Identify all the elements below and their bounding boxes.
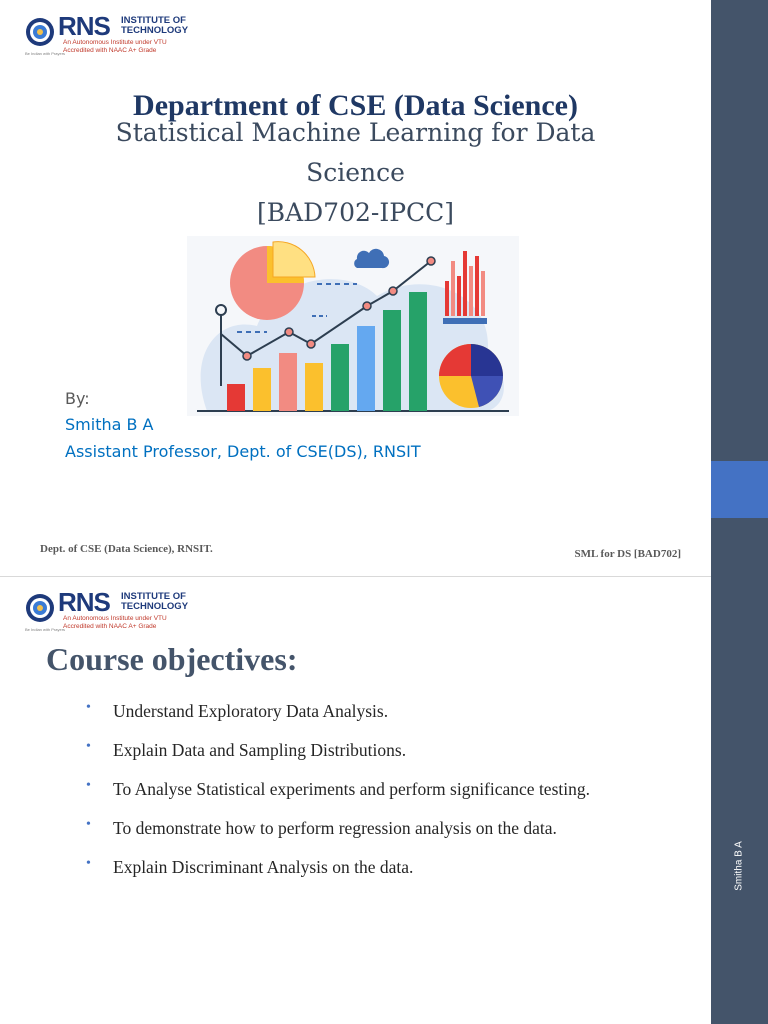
institute-seal-icon (25, 17, 55, 47)
sidebar-accent-block (711, 461, 768, 518)
footer-course: SML for DS [BAD702] (574, 548, 681, 560)
department-title: Department of CSE (Data Science) (133, 89, 578, 122)
bullet-icon: • (86, 856, 91, 871)
logo-tagline-1: An Autonomous Institute under VTU (63, 39, 167, 46)
logo-institute-name: INSTITUTE OF TECHNOLOGY (121, 591, 189, 612)
rns-logo (25, 587, 189, 636)
by-label: By: (65, 389, 90, 408)
objective-item: • Explain Data and Sampling Distributions. (86, 739, 407, 760)
course-objectives-slide (0, 577, 711, 1024)
objectives-list (86, 701, 590, 896)
footer-department: Dept. of CSE (Data Science), RNSIT. (40, 543, 213, 555)
bullet-icon: • (86, 778, 91, 793)
course-title (0, 113, 711, 233)
logo-acronym: RNS (58, 587, 110, 617)
logo-tagline-2: Accredited with NAAC A+ Grade (63, 623, 157, 630)
institute-seal-icon (25, 593, 55, 623)
author-name: Smitha B A (65, 415, 154, 434)
rns-logo (25, 11, 189, 60)
course-code: [BAD702-IPCC] (256, 198, 455, 227)
course-title-line-2: Science (306, 158, 405, 187)
logo-motto: Be Indian with Prayers (25, 627, 66, 632)
donut-chart-icon (439, 344, 503, 408)
objective-item: • To Analyse Statistical experiments and perform significance testing. (86, 778, 590, 799)
objective-item: • Explain Discriminant Analysis on the data. (86, 856, 414, 877)
logo-tagline-2: Accredited with NAAC A+ Grade (63, 47, 157, 54)
course-title-line-1: Statistical Machine Learning for Data (115, 118, 596, 147)
objectives-heading: Course objectives: (46, 641, 298, 677)
bullet-icon: • (86, 817, 91, 832)
data-analytics-illustration (187, 236, 519, 416)
logo-institute-name: INSTITUTE OF TECHNOLOGY (121, 15, 189, 36)
objective-item: • Understand Exploratory Data Analysis. (86, 700, 389, 721)
logo-tagline-1: An Autonomous Institute under VTU (63, 615, 167, 622)
sidebar-vertical-text: Smitha B A (733, 841, 745, 891)
bullet-icon: • (86, 700, 91, 715)
bullet-icon: • (86, 739, 91, 754)
objective-item: • To demonstrate how to perform regression analysis on the data. (86, 817, 557, 838)
logo-acronym: RNS (58, 11, 110, 41)
author-designation: Assistant Professor, Dept. of CSE(DS), RNSIT (65, 442, 421, 461)
logo-motto: Be Indian with Prayers (25, 51, 66, 56)
